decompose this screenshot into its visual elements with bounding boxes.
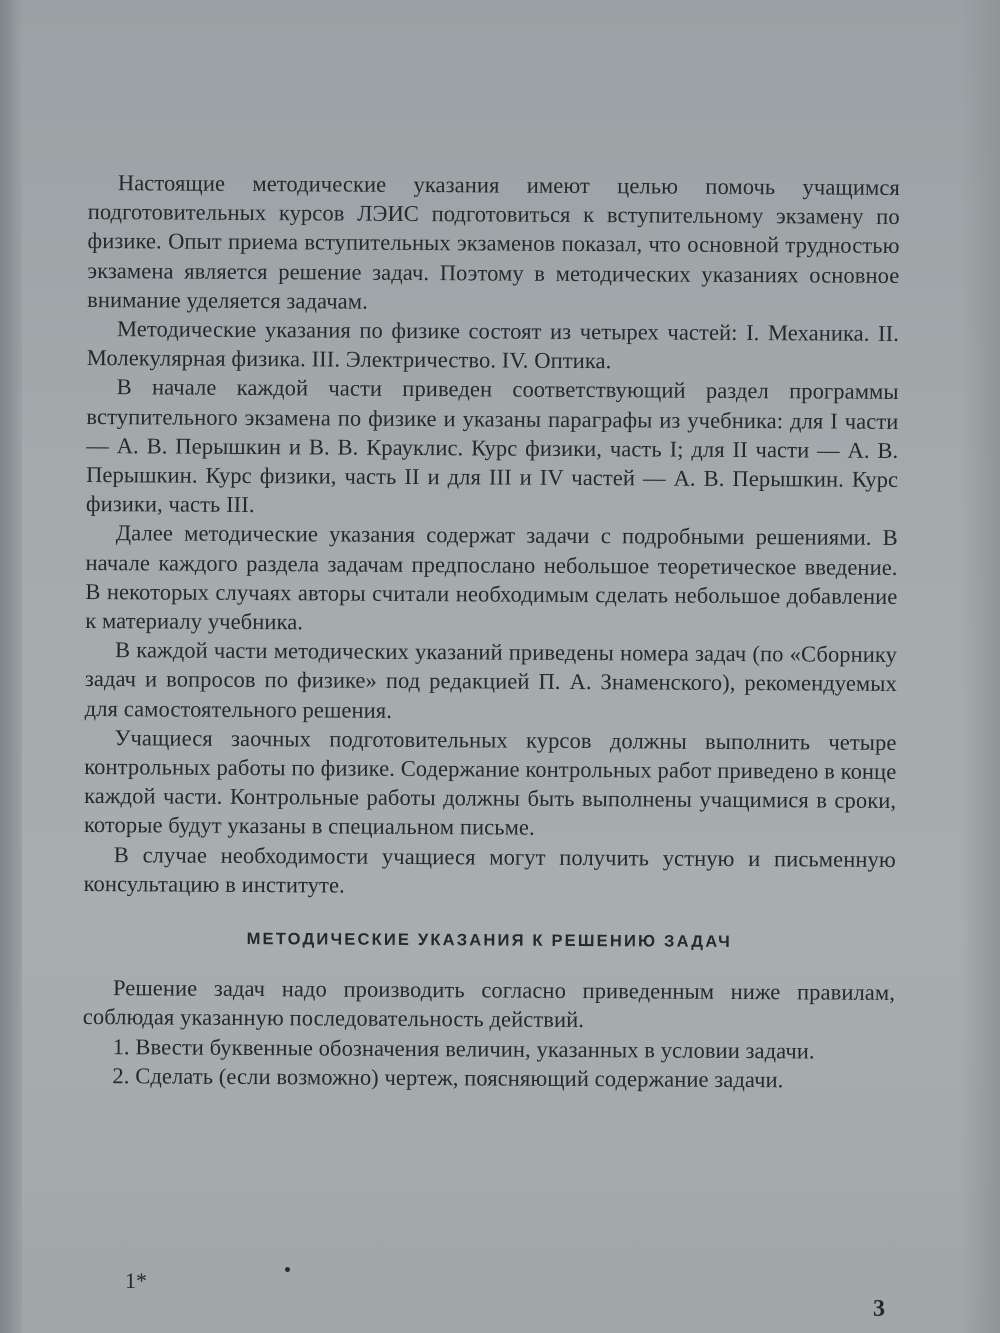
signature-mark: 1*	[125, 1268, 147, 1293]
print-dot	[285, 1267, 290, 1272]
paragraph-7: В случае необходимости учащиеся могут получить устную и письменную консультацию в институте.	[83, 841, 896, 898]
paragraph-8: Решение задач надо производить согласно приведенным ниже правилам, соблюдая указанную последовательность действий.	[82, 975, 896, 1033]
page-text	[82, 168, 900, 1095]
paragraph-1: Настоящие методические указания имеют целью помочь учащимся подготовительных курсов ЛЭИС подготовиться к вступительному экзамену по физике. Опыт приема вступительных экзаменов показал, что основной трудностью экзамена является решение задач. Поэтому в методических указаниях основное внимание уделяется задачам.	[87, 170, 900, 314]
paragraph-3: В начале каждой части приведен соответствующий раздел программы вступительного экзамена по физике и указаны параграфы из учебника: для I части — А. В. Перышкин и В. В. Крауклис. Курс физики, часть I; для II части — А. В. Перышкин. Курс физики, часть II и для III и IV частей — А. В. Перышкин. Курс физики, часть III.	[85, 374, 899, 518]
section-heading: МЕТОДИЧЕСКИЕ УКАЗАНИЯ К РЕШЕНИЮ ЗАДАЧ	[246, 930, 732, 952]
paragraph-2: Методические указания по физике состоят из четырех частей: I. Механика. II. Молекулярная физика. III. Электричество. IV. Оптика.	[86, 316, 900, 374]
rule-item-1: 1. Ввести буквенные обозначения величин, указанных в условии задачи.	[112, 1033, 815, 1064]
paragraph-6: Учащиеся заочных подготовительных курсов должны выполнить четыре контрольных работы по физике. Содержание контрольных работ приведено в конце каждой части. Контрольные работы должны быть выполнены учащимися в сроки, которые будут указаны в специальном письме.	[83, 725, 897, 841]
rule-item-2: 2. Сделать (если возможно) чертеж, поясняющий содержание задачи.	[112, 1063, 784, 1093]
page-number: 3	[873, 1296, 885, 1322]
paragraph-4: Далее методические указания содержат задачи с подробными решениями. В начале каждого раздела задачам предпослано небольшое теоретическое введение. В некоторых случаях авторы считали необходимым сделать небольшое добавление к материалу учебника.	[85, 520, 898, 635]
paragraph-5: В каждой части методических указаний приведены номера задач (по «Сборнику задач и вопросов по физике» под редакцией П. А. Знаменского), рекомендуемых для самостоятельного решения.	[84, 637, 898, 723]
